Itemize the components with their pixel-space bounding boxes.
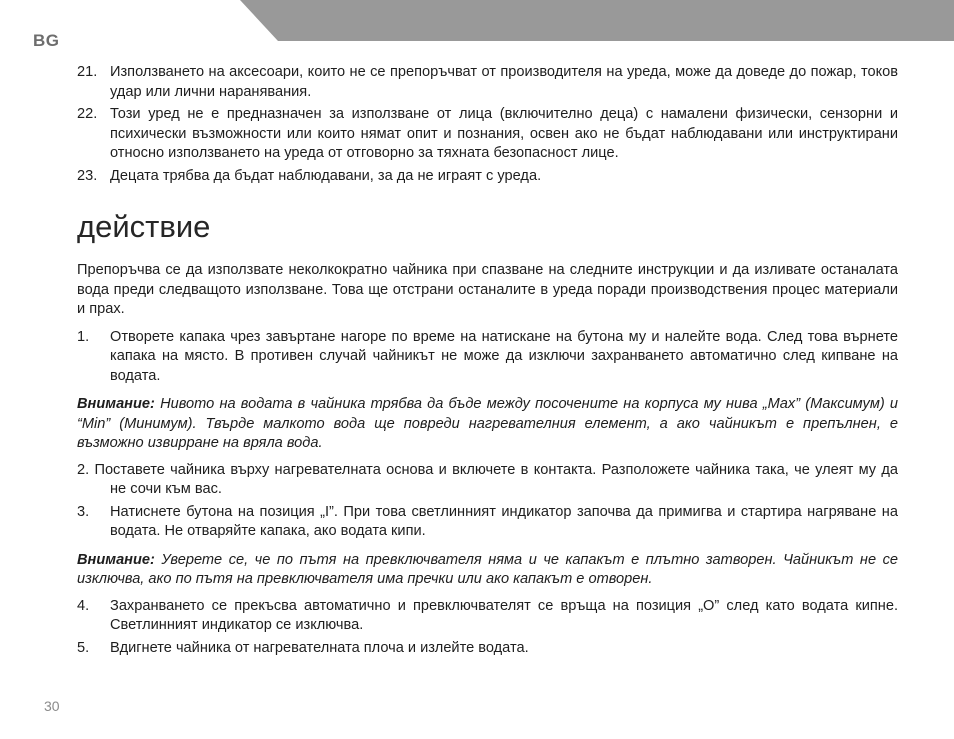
step-number: 5. <box>77 639 90 656</box>
step-number: 1. <box>77 328 90 345</box>
step-4 <box>77 597 898 636</box>
warning-note-2 <box>77 551 898 590</box>
item-text: Децата трябва да бъдат наблюдавани, за да не играят с уреда. <box>110 167 542 184</box>
safety-item-22 <box>77 105 898 164</box>
warning-label: Внимание: <box>77 551 155 568</box>
section-heading: действие <box>77 209 211 244</box>
step-3 <box>77 503 898 542</box>
step-1 <box>77 328 898 387</box>
item-number: 23. <box>77 167 98 184</box>
warning-text: Уверете се, че по пътя на превключвателя няма и че капакът е плътно затворен. Чайникът не се изключва, ако по пътя на превключвателя има пречки или ако капакът е отворен. <box>77 551 898 587</box>
step-text: Натиснете бутона на позиция „I”. При това светлинният индикатор започва да примигва и стартира нагряване на водата. Не отваряйте капака, ако водата кипи. <box>110 503 898 539</box>
item-text: Използването на аксесоари, които не се препоръчват от производителя на уреда, може да доведе до пожар, токов удар или лични наранявания. <box>110 64 898 100</box>
step-number: 3. <box>77 503 90 520</box>
step-number: 2. <box>77 461 90 478</box>
header-banner <box>240 0 954 41</box>
step-number: 4. <box>77 597 90 614</box>
step-text: Поставете чайника върху нагревателната основа и включете в контакта. Разположете чайника така, че улеят му да не сочи към вас. <box>94 461 898 497</box>
intro-paragraph: Препоръчва се да използвате неколкократно чайника при спазване на следните инструкции и да изливате останалата вода преди следващото използване. Това ще отстрани останалите в уреда поради производствения процес материали и прах. <box>77 262 898 317</box>
step-5 <box>77 639 898 659</box>
safety-item-21 <box>77 63 898 102</box>
item-number: 21. <box>77 64 98 80</box>
page-number: 30 <box>44 698 60 714</box>
step-text: Вдигнете чайника от нагревателната плоча и излейте водата. <box>110 639 529 656</box>
item-number: 22. <box>77 106 98 122</box>
step-text: Захранването се прекъсва автоматично и превключвателят се връща на позиция „O” след като водата кипне. Светлинният индикатор се изключва. <box>110 597 898 633</box>
safety-item-23 <box>77 167 898 187</box>
page-content <box>77 63 898 661</box>
warning-note-1 <box>77 395 898 454</box>
step-2 <box>77 461 898 500</box>
warning-text: Нивото на водата в чайника трябва да бъде между посочените на корпуса му нива „Max” (Максимум) и “Min” (Минимум). Твърде малкото вода ще повреди нагревателния елемент, а ако чайникът е препълнен, е възможно извирране на вряла вода. <box>77 396 898 451</box>
step-text: Отворете капака чрез завъртане нагоре по време на натискане на бутона му и налейте вода. След това върнете капака на място. В противен случай чайникът не може да изключи захранването автоматично след кипване на водата. <box>110 328 898 384</box>
language-code: BG <box>33 31 60 50</box>
item-text: Този уред не е предназначен за използване от лица (включително деца) с намалени физически, сензорни и психически възможности или които нямат опит и познания, освен ако не бъдат наблюдавани или инструктирани относно използването на уреда от отговорно за тяхната безопасност лице. <box>110 106 898 161</box>
warning-label: Внимание: <box>77 396 155 412</box>
